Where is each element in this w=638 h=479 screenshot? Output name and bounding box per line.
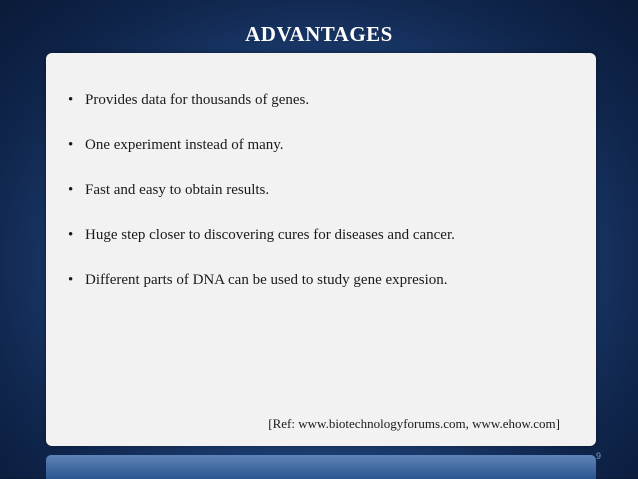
bullet-text: One experiment instead of many. [85, 137, 284, 153]
reference-citation: [Ref: www.biotechnologyforums.com, www.ehow.com] [268, 416, 560, 431]
bullet-icon: • [68, 92, 74, 108]
bullet-item [68, 89, 588, 111]
bullet-icon: • [68, 137, 74, 153]
bullet-icon: • [68, 227, 74, 243]
bullet-item [68, 224, 588, 246]
content-panel [46, 53, 596, 446]
bullet-item [68, 269, 588, 291]
bullet-text: Different parts of DNA can be used to study gene expresion. [85, 272, 448, 288]
slide-title: ADVANTAGES [245, 22, 393, 46]
bottom-bar [46, 455, 596, 479]
bullet-icon: • [68, 272, 74, 288]
bullet-item [68, 134, 588, 156]
bullet-item [68, 179, 588, 201]
bullet-icon: • [68, 182, 74, 198]
bullet-text: Fast and easy to obtain results. [85, 182, 270, 198]
bullet-list [68, 89, 588, 314]
page-number: 9 [596, 451, 602, 461]
bullet-text: Huge step closer to discovering cures for diseases and cancer. [85, 227, 455, 243]
bullet-text: Provides data for thousands of genes. [85, 92, 310, 108]
